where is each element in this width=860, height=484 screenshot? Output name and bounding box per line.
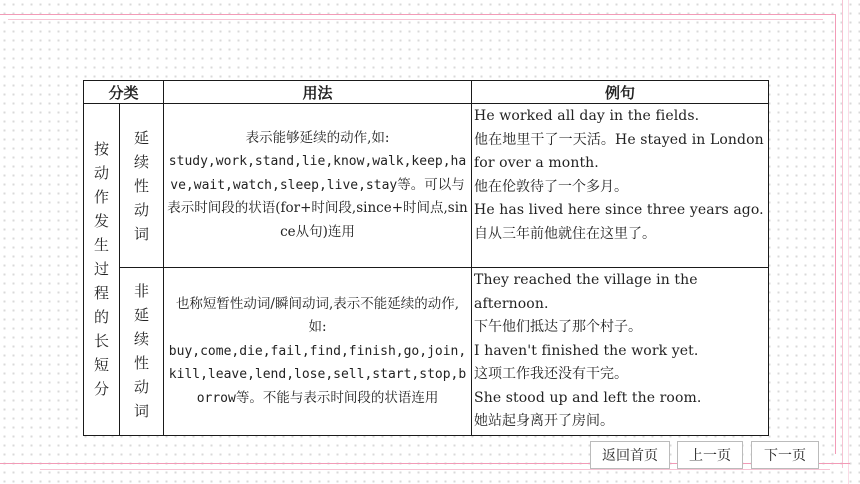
main-category-char: 短 <box>93 356 109 375</box>
table-header-row <box>84 81 769 104</box>
usage-cell <box>164 268 472 436</box>
usage-cell <box>164 104 472 268</box>
header-example: 例句 <box>472 81 769 104</box>
table-row <box>84 104 769 268</box>
usage-word-list: buy,come,die,fail,find,finish,go,join,kill,leave,lend,lose,sell,start,stop,borrow <box>168 343 467 406</box>
example-sentence: She stood up and left the room. <box>474 389 702 406</box>
table-row <box>84 268 769 436</box>
subcategory-char: 词 <box>134 224 150 243</box>
example-sentence: 她站起身离开了房间。 <box>474 413 615 429</box>
main-category-char: 程 <box>93 284 109 303</box>
usage-note: 等。可以与表示时间段的状语(for+时间段,since+时间点,since从句)连用 <box>167 176 468 240</box>
subcategory-char: 动 <box>134 200 150 219</box>
subcategory-char: 延 <box>134 306 150 325</box>
main-category-char: 的 <box>93 308 109 327</box>
usage-intro: 表示能够延续的动作,如: <box>245 129 390 146</box>
header-usage: 用法 <box>164 81 472 104</box>
subcategory-char: 动 <box>134 378 150 397</box>
main-category-char: 分 <box>93 380 109 399</box>
subcategory-char: 非 <box>134 282 150 301</box>
previous-page-button[interactable]: 上一页 <box>677 441 743 469</box>
decorative-line <box>0 14 835 15</box>
example-sentence: 这项工作我还没有干完。 <box>474 366 629 382</box>
main-category-char: 长 <box>93 332 109 351</box>
usage-word-list: study,work,stand,lie,know,walk,keep,have,wait,watch,sleep,live,stay <box>168 154 467 193</box>
example-cell <box>472 104 769 268</box>
subcategory-cell <box>120 104 164 268</box>
decorative-line <box>842 0 843 468</box>
example-sentence: He has lived here since three years ago. <box>474 202 764 218</box>
example-sentence: 自从三年前他就住在这里了。 <box>474 225 657 242</box>
subcategory-char: 续 <box>134 330 150 349</box>
subcategory-char: 延 <box>134 128 150 147</box>
usage-intro: 也称短暂性动词/瞬间动词,表示不能延续的动作,如: <box>175 295 460 335</box>
example-sentence: They reached the village in the afternoon. <box>474 272 698 312</box>
subcategory-char: 词 <box>134 402 150 421</box>
subcategory-char: 续 <box>134 152 150 171</box>
example-sentence: 下午他们抵达了那个村子。 <box>474 319 643 335</box>
usage-note: 等。不能与表示时间段的状语连用 <box>235 389 439 406</box>
next-page-button[interactable]: 下一页 <box>751 441 819 469</box>
main-category-char: 发 <box>93 212 109 231</box>
main-category-char: 按 <box>93 140 109 159</box>
verb-classification-table <box>83 80 769 436</box>
example-sentence: 他在伦敦待了一个多月。 <box>474 178 629 195</box>
example-sentence: I haven't finished the work yet. <box>474 342 699 359</box>
main-category-char: 作 <box>93 188 109 207</box>
home-button[interactable]: 返回首页 <box>590 441 670 469</box>
decorative-line <box>848 0 849 484</box>
main-category-char: 生 <box>93 236 109 255</box>
example-sentence: He worked all day in the fields. <box>474 108 700 124</box>
main-category-char: 动 <box>93 164 109 183</box>
subcategory-cell <box>120 268 164 436</box>
decorative-line <box>8 19 823 20</box>
example-sentence: 他在地里干了一天活。He stayed in London for over a month. <box>474 131 764 171</box>
subcategory-char: 性 <box>134 176 150 195</box>
decorative-line <box>835 14 836 454</box>
example-cell <box>472 268 769 436</box>
main-category-char: 过 <box>93 260 109 279</box>
decorative-line <box>40 469 830 470</box>
header-category: 分类 <box>84 81 164 104</box>
main-category-cell <box>84 104 120 436</box>
subcategory-char: 性 <box>134 354 150 373</box>
